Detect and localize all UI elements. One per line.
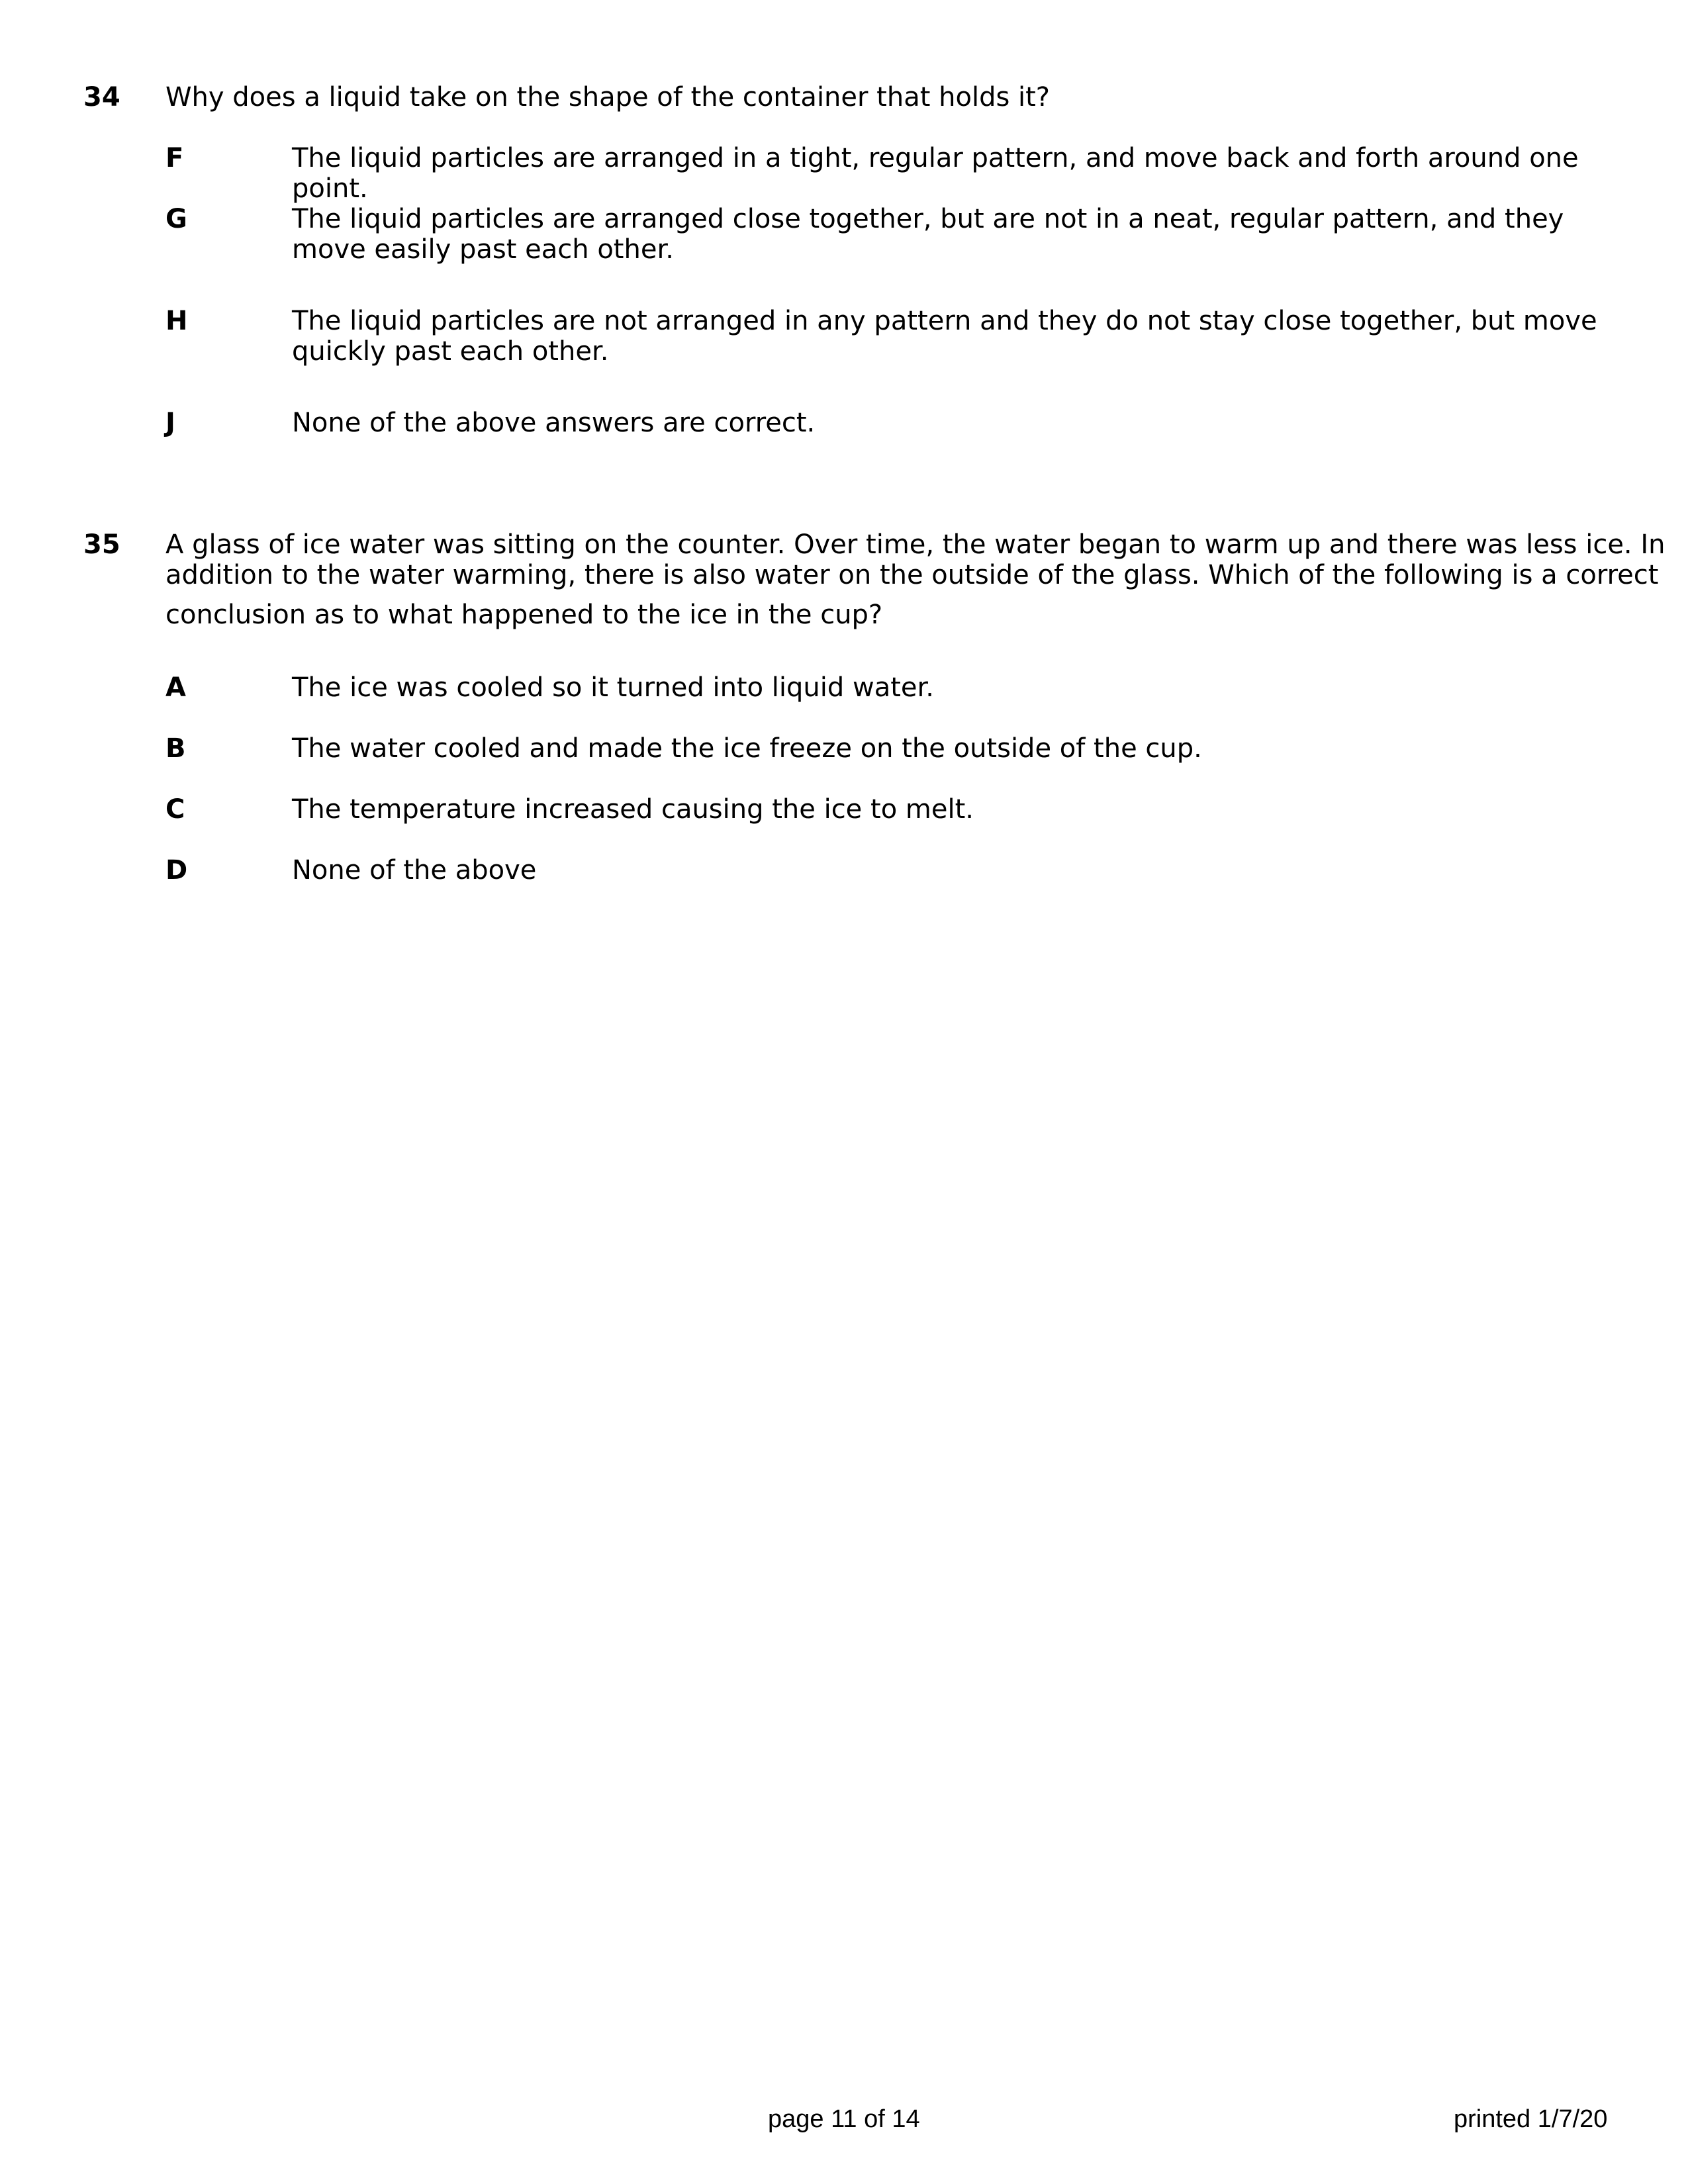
option-letter: H xyxy=(165,306,188,336)
question-stem: Why does a liquid take on the shape of the container that holds it? xyxy=(165,82,1051,113)
option-letter: B xyxy=(165,733,186,764)
printed-date: printed 1/7/20 xyxy=(1454,2105,1608,2133)
option-text: The liquid particles are arranged close together, but are not in a neat, regular pattern, and they move easily past each other. xyxy=(292,204,1564,265)
option-letter: A xyxy=(165,672,186,703)
question-stem-line: A glass of ice water was sitting on the counter. Over time, the water began to warm up and there was less ice. In xyxy=(165,529,1665,560)
page-number: page 11 of 14 xyxy=(768,2105,920,2133)
option-text: The water cooled and made the ice freeze on the outside of the cup. xyxy=(292,733,1202,764)
option-text: The ice was cooled so it turned into liquid water. xyxy=(292,672,934,703)
question-number: 34 xyxy=(83,82,120,113)
question-stem xyxy=(165,529,1665,630)
option-text: The temperature increased causing the ice to melt. xyxy=(292,794,974,825)
option-letter: G xyxy=(165,204,187,234)
option-letter: F xyxy=(165,143,184,173)
option-text: The liquid particles are not arranged in any pattern and they do not stay close together, but move quickly past each other. xyxy=(292,306,1597,367)
question-stem-line: conclusion as to what happened to the ice in the cup? xyxy=(165,600,883,630)
option-text: The liquid particles are arranged in a tight, regular pattern, and move back and forth around one point. xyxy=(292,143,1579,204)
option-letter: J xyxy=(165,408,175,438)
option-text: None of the above answers are correct. xyxy=(292,408,816,438)
option-text: None of the above xyxy=(292,855,537,886)
option-letter: C xyxy=(165,794,185,825)
question-number: 35 xyxy=(83,529,120,560)
option-letter: D xyxy=(165,855,188,886)
question-stem-line: addition to the water warming, there is also water on the outside of the glass. Which of the following is a correct xyxy=(165,560,1659,590)
